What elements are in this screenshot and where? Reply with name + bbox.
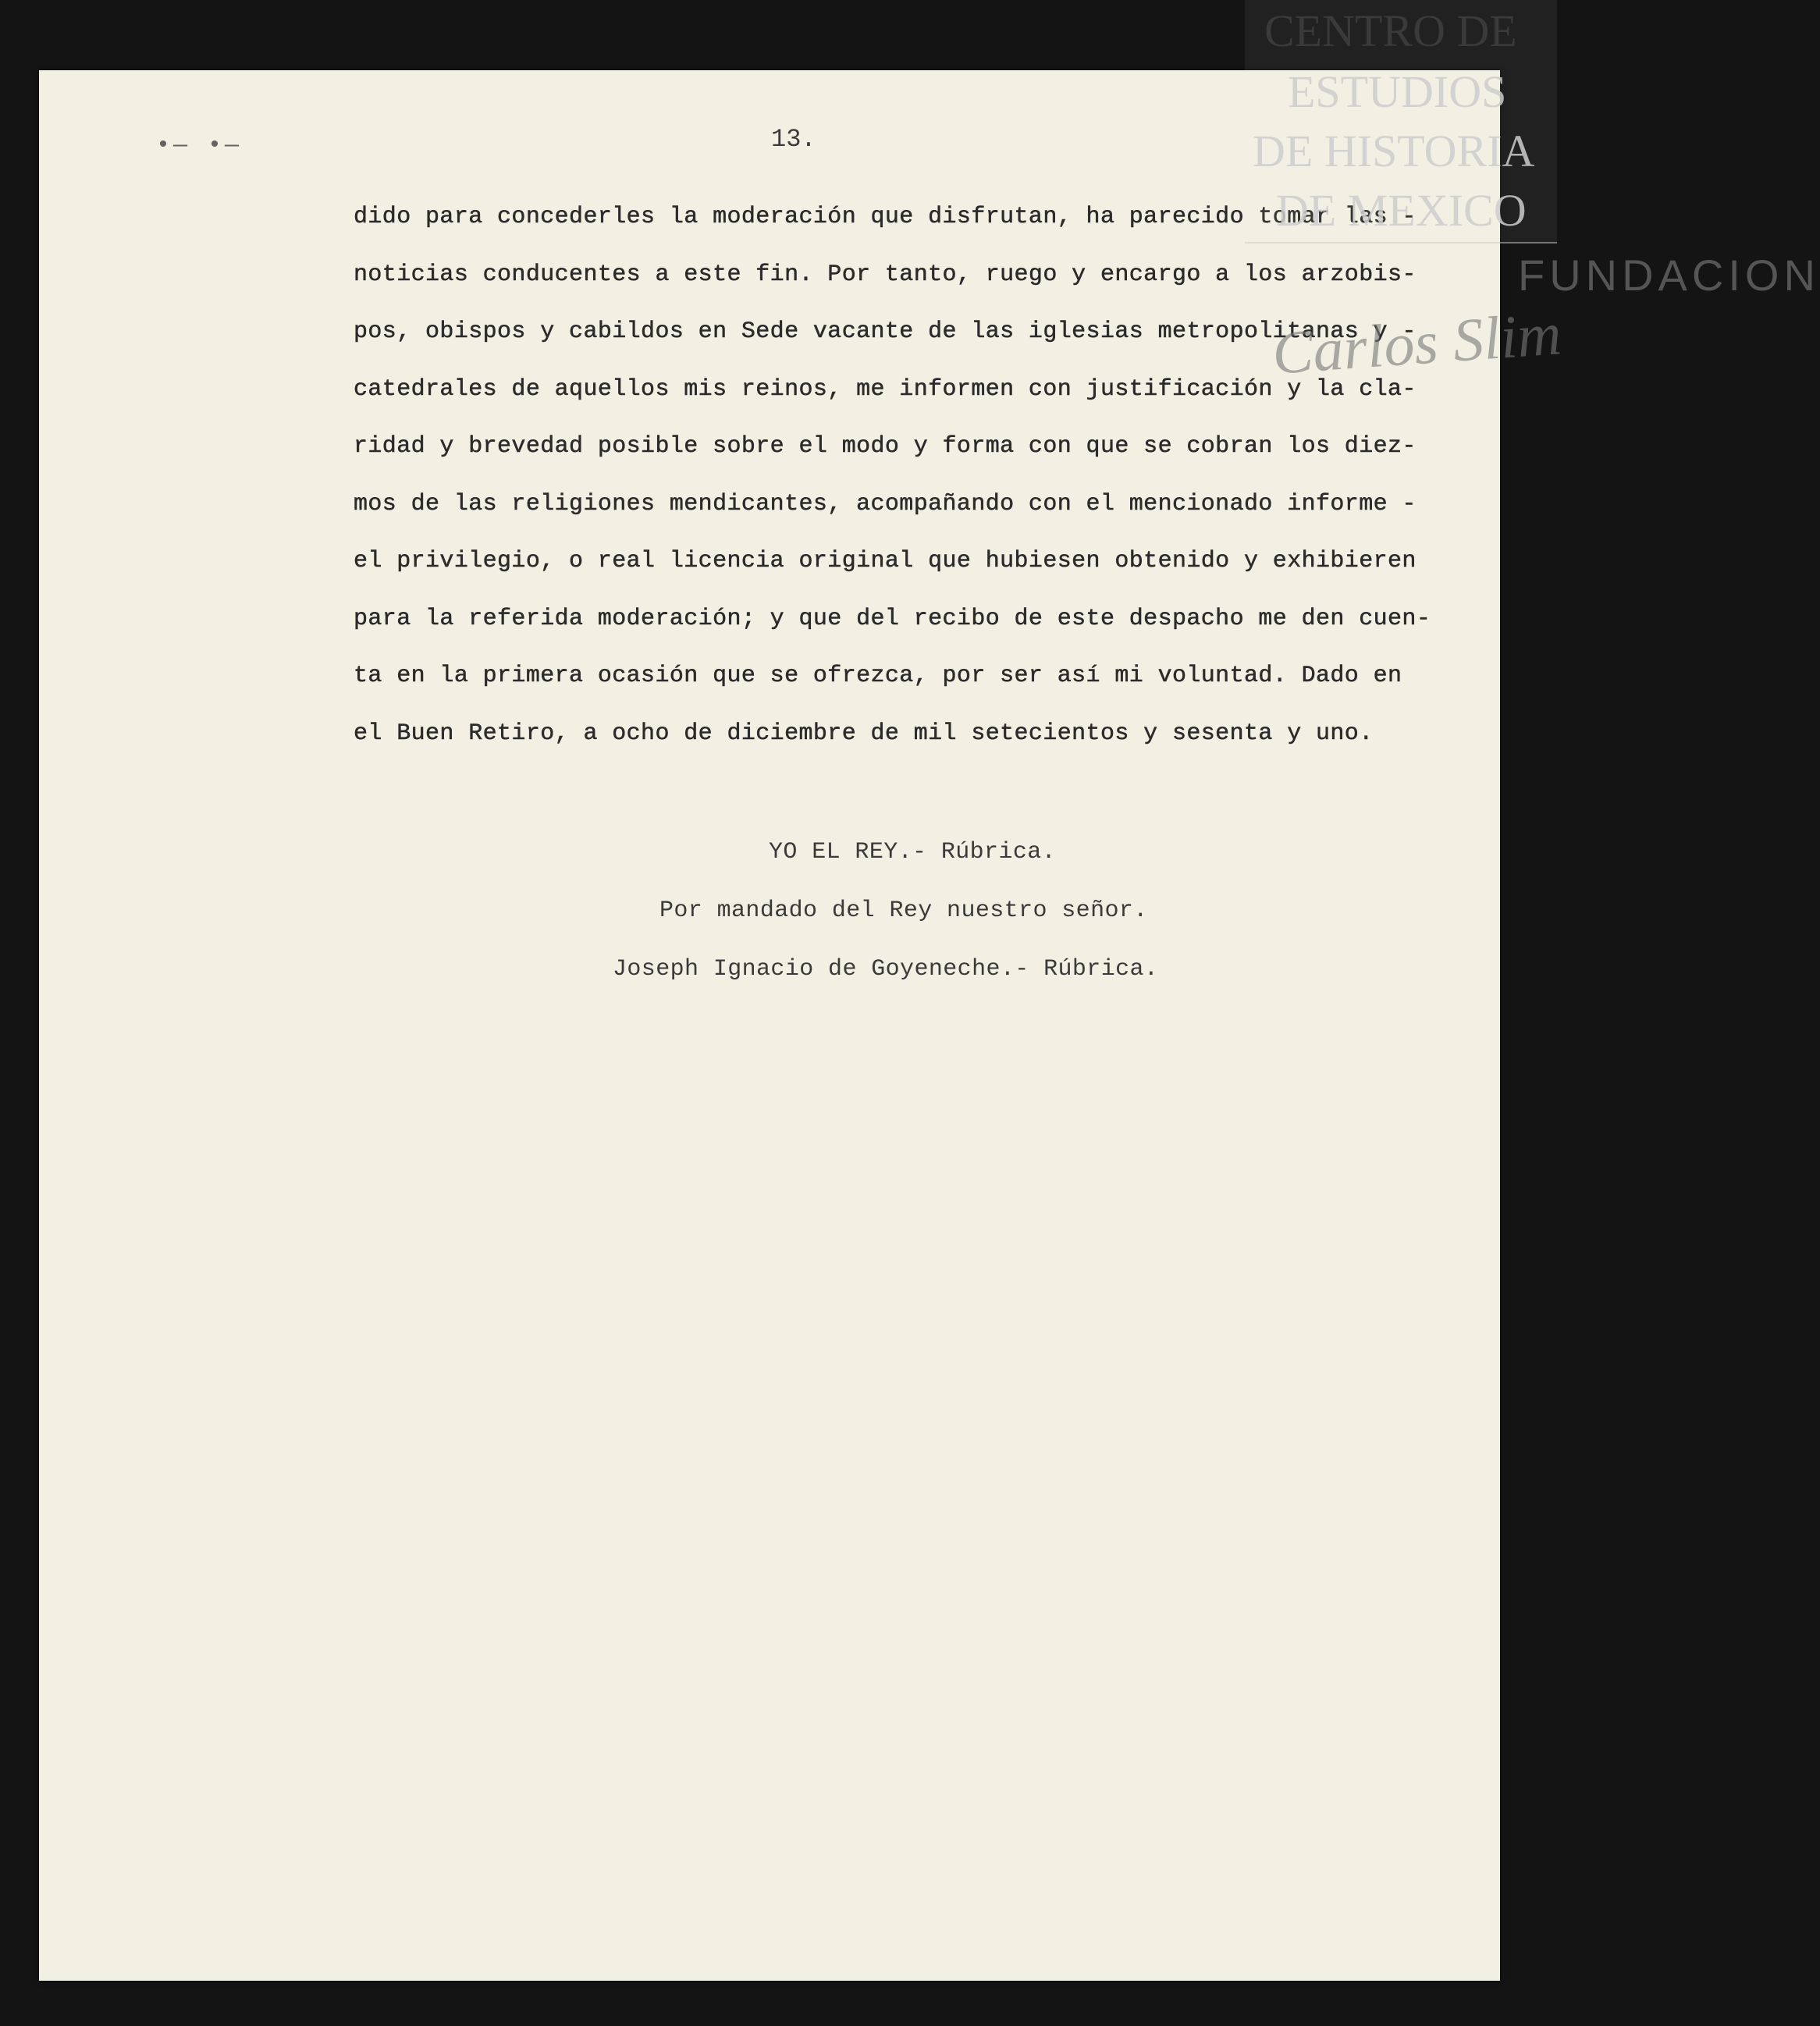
stamp-line: CENTRO DE — [1264, 5, 1517, 56]
archive-stamp — [1245, 0, 1820, 390]
body-line: noticias conducentes a este fin. Por tanto, ruego y encargo a los arzobis- — [354, 261, 1417, 288]
body-line: pos, obispos y cabildos en Sede vacante de las iglesias metropolitanas y - — [354, 318, 1417, 345]
punch-marks: •— •— — [156, 133, 243, 159]
body-line: el Buen Retiro, a ocho de diciembre de mil setecientos y sesenta y uno. — [354, 720, 1374, 747]
signature-secretary: Joseph Ignacio de Goyeneche.- Rúbrica. — [613, 956, 1159, 983]
stamp-line: DE MEXICO — [1276, 185, 1527, 236]
body-line: para la referida moderación; y que del recibo de este despacho me den cuen- — [354, 605, 1431, 632]
stamp-foundation: FUNDACION — [1518, 251, 1820, 300]
body-line: ridad y brevedad posible sobre el modo y forma con que se cobran los diez- — [354, 433, 1417, 460]
stamp-line: ESTUDIOS — [1288, 66, 1507, 117]
page-number: 13. — [771, 125, 816, 154]
stamp-signature: Carlos Slim — [1270, 299, 1564, 387]
body-line: ta en la primera ocasión que se ofrezca, por ser así mi voluntad. Dado en — [354, 663, 1402, 689]
signature-king: YO EL REY.- Rúbrica. — [769, 839, 1057, 865]
body-line: dido para concederles la moderación que disfrutan, ha parecido tomar las - — [354, 204, 1417, 230]
body-line: catedrales de aquellos mis reinos, me informen con justificación y la cla- — [354, 375, 1417, 403]
body-line: el privilegio, o real licencia original que hubiesen obtenido y exhibieren — [354, 548, 1417, 574]
stamp-line: DE HISTORIA — [1253, 126, 1535, 176]
signature-mandate: Por mandado del Rey nuestro señor. — [659, 897, 1148, 924]
body-line: mos de las religiones mendicantes, acompañando con el mencionado informe - — [354, 490, 1417, 517]
